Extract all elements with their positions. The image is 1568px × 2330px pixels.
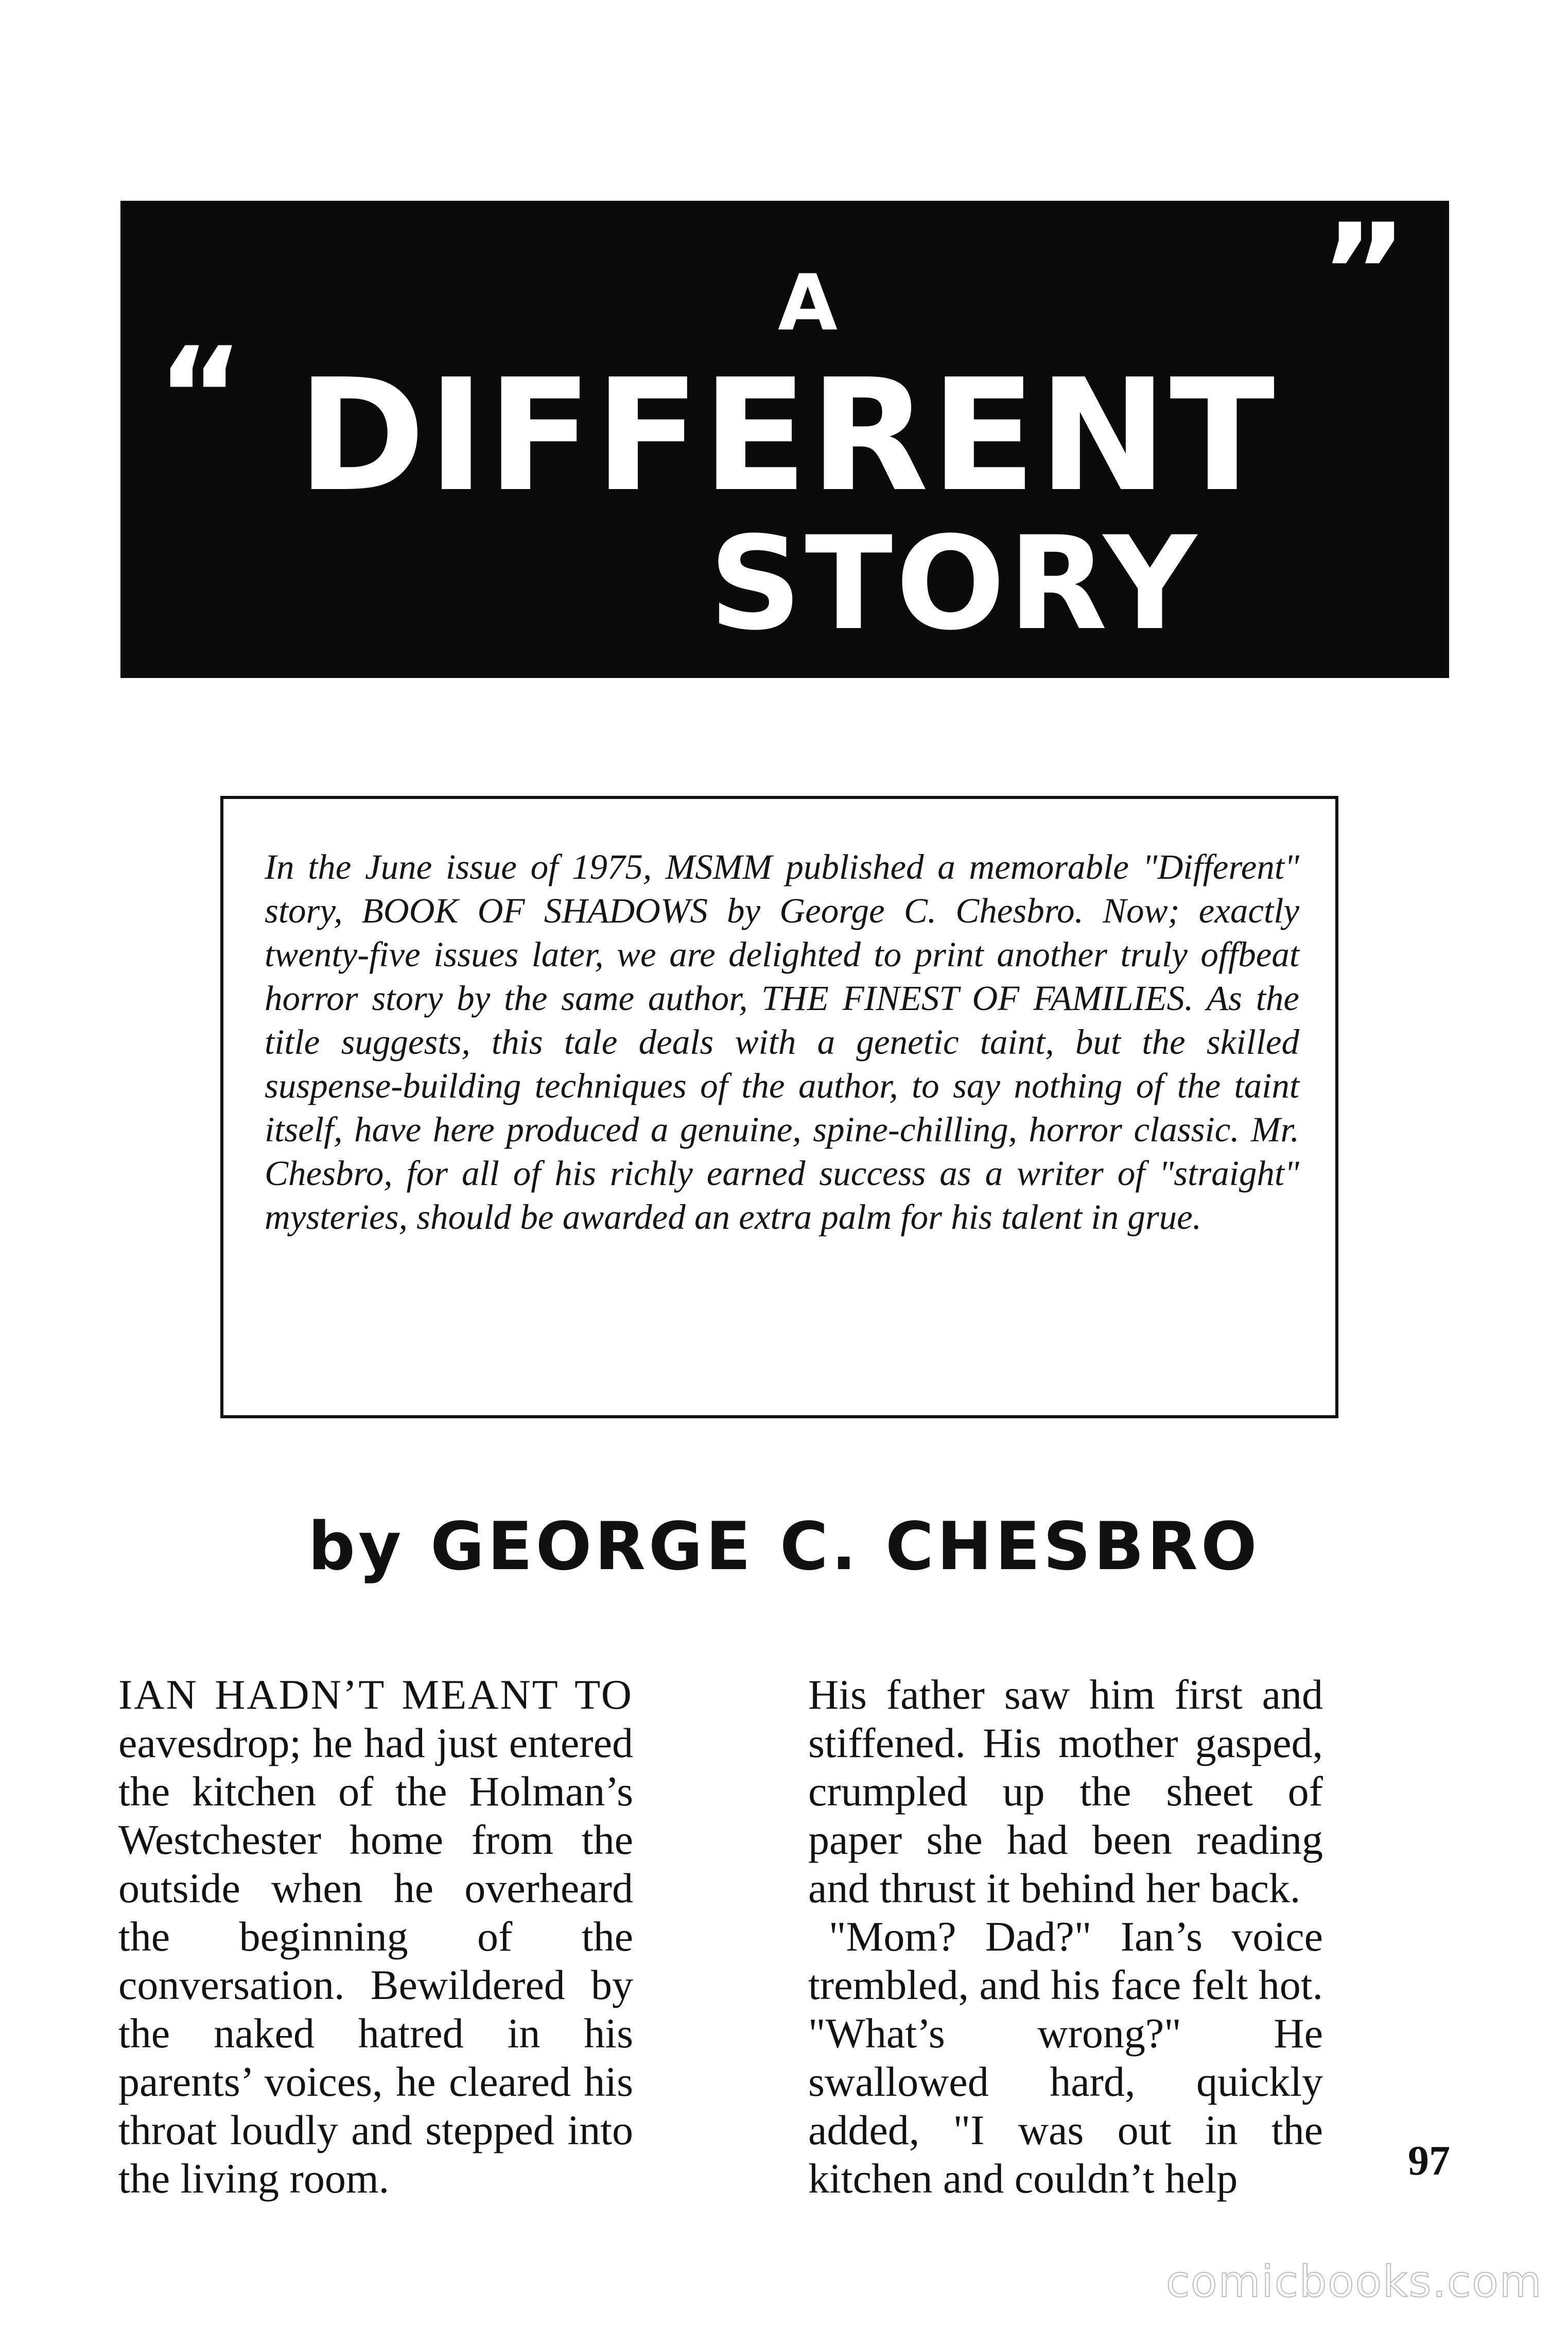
story-opening-paragraph	[118, 1671, 633, 2203]
editor-intro-box	[220, 796, 1338, 1418]
page-number: 97	[1408, 2137, 1450, 2184]
title-article: A	[777, 258, 838, 348]
story-left-text: eavesdrop; he had just entered the kitchen of the Holman’s Westchester home from the outside when he overheard the beginning of the conversation. Bewildered by the naked hatred in his parents’ voices, he cleared his throat loudly and stepped into the living room.	[118, 1719, 633, 2202]
story-column-left	[118, 1671, 633, 2203]
story-paragraph: "Mom? Dad?" Ian’s voice trembled, and his face felt hot. "What’s wrong?" He swallowed hard, quickly added, "I was out in the kitchen and couldn’t help	[808, 1913, 1323, 2202]
story-paragraph: His father saw him first and stiffened. His mother gasped, crumpled up the sheet of paper she had been reading and thrust it behind her back.	[808, 1671, 1323, 1911]
story-opening-words: IAN HADN’T MEANT TO	[118, 1671, 633, 1718]
title-banner	[120, 201, 1449, 678]
author-byline: by GEORGE C. CHESBRO	[308, 1508, 1260, 1585]
watermark-logo: comicbooks.com	[1166, 2256, 1543, 2307]
title-artwork	[120, 201, 1449, 678]
title-word-story: STORY	[709, 509, 1200, 658]
title-word-different: DIFFERENT	[297, 346, 1277, 526]
open-quote: “	[156, 319, 245, 475]
close-quote: ”	[1320, 201, 1408, 351]
story-column-right	[808, 1671, 1323, 2203]
editor-intro-text: In the June issue of 1975, MSMM published a memorable "Different" story, BOOK OF SHADOWS by George C. Chesbro. Now; exactly twenty-five issues later, we are delighted to print another truly offbeat horror story by the same author, THE FINEST OF FAMILIES. As the title suggests, this tale deals with a genetic taint, but the skilled suspense-building techniques of the author, to say nothing of the taint itself, have here produced a genuine, spine-chilling, horror classic. Mr. Chesbro, for all of his richly earned success as a writer of "straight" mysteries, should be awarded an extra palm for his talent in grue.	[265, 847, 1299, 1237]
